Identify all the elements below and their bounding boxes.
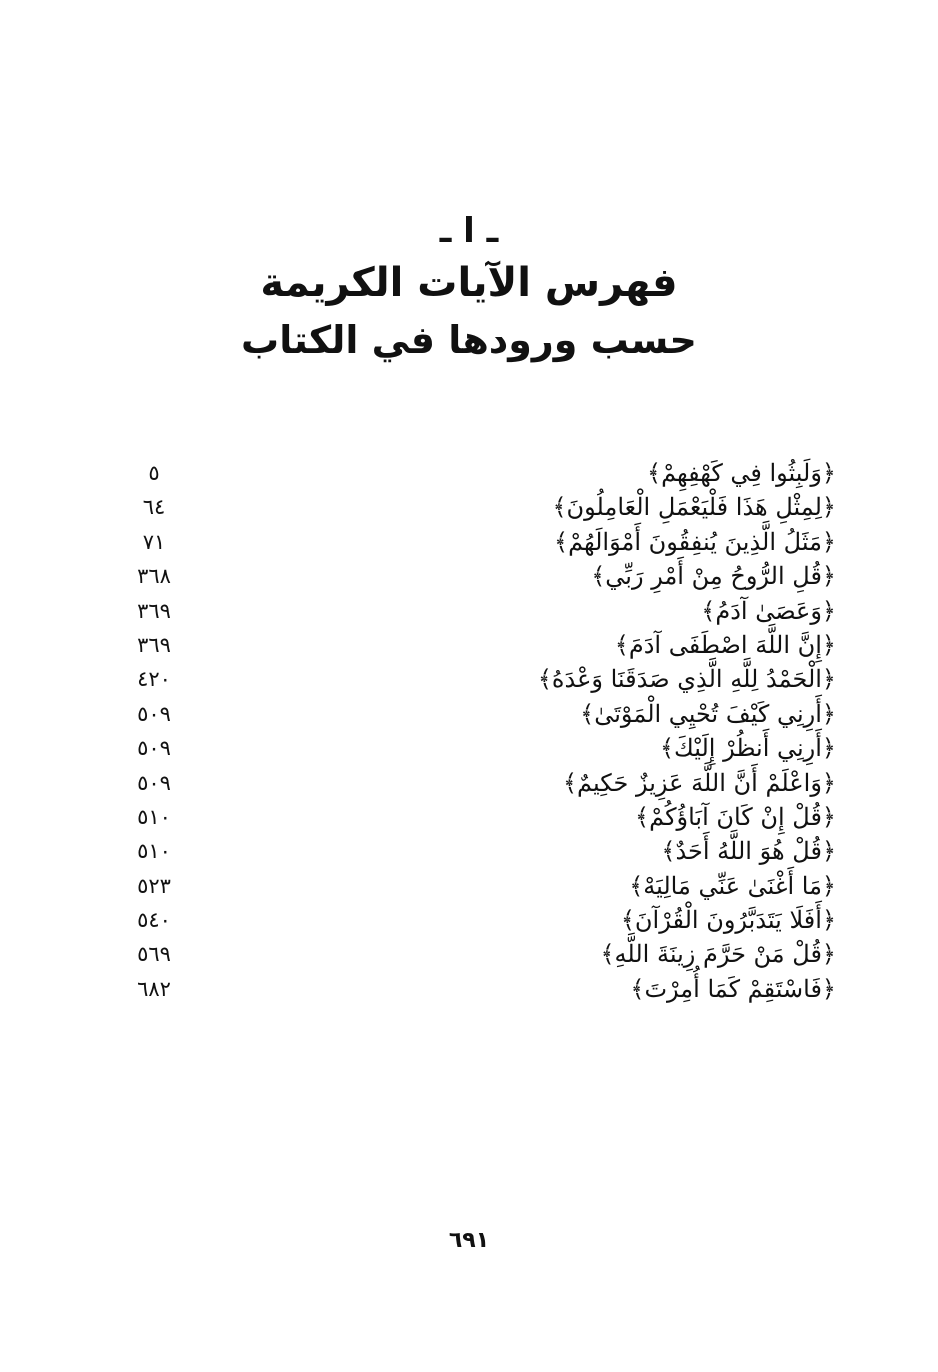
index-row [130,800,836,834]
index-row [130,903,836,937]
index-row [130,766,836,800]
page-reference: ٥٤٠ [137,908,171,933]
page-reference: ٥٠٩ [137,736,171,761]
verse-text: ﴿وَاعْلَمْ أَنَّ اللَّهَ عَزِيزٌ حَكِيمٌ﴾ [562,768,836,797]
verse-text: ﴿مَثَلُ الَّذِينَ يُنفِقُونَ أَمْوَالَهُمْ﴾ [554,527,836,556]
index-row [130,834,836,868]
index-row [130,628,836,662]
index-row [130,559,836,593]
verse-text: ﴿لِمِثْلِ هَذَا فَلْيَعْمَلِ الْعَامِلُونَ﴾ [552,493,836,522]
page-reference: ٣٦٩ [137,598,171,623]
page-reference: ٦٨٢ [137,976,171,1001]
verse-text: ﴿وَلَبِثُوا فِي كَهْفِهِمْ﴾ [647,459,836,487]
page-reference: ٥ [148,461,160,485]
verse-index-list [130,456,836,1006]
index-row [130,525,836,559]
verse-text: ﴿قُلْ هُوَ اللَّهُ أَحَدٌ﴾ [661,837,836,866]
verse-text: ﴿قُلِ الرُّوحُ مِنْ أَمْرِ رَبِّي﴾ [591,562,836,591]
verse-text: ﴿قُلْ إِنْ كَانَ آبَاؤُكُمْ﴾ [635,802,836,831]
verse-text: ﴿إِنَّ اللَّهَ اصْطَفَى آدَمَ﴾ [614,630,836,659]
verse-text: ﴿وَعَصَىٰ آدَمُ﴾ [701,596,836,625]
verse-text: ﴿فَاسْتَقِمْ كَمَا أُمِرْتَ﴾ [630,974,836,1003]
verse-text: ﴿الْحَمْدُ لِلَّهِ الَّذِي صَدَقَنَا وَعْدَهُ﴾ [537,665,836,694]
index-row [130,972,836,1006]
index-row [130,490,836,524]
index-row [130,456,836,490]
page-reference: ٥٢٣ [137,873,171,898]
page-reference: ٣٦٩ [137,632,171,657]
page-number: ٦٩١ [448,1228,490,1253]
index-row [130,697,836,731]
page-reference: ٧١ [142,529,166,554]
section-marker: ـ ا ـ [439,211,499,251]
index-row [130,594,836,628]
index-row [130,869,836,903]
page-reference: ٥١٠ [137,804,171,829]
page-reference: ٣٦٨ [137,564,171,589]
index-row [130,937,836,971]
page-reference: ٤٢٠ [137,667,171,692]
verse-text: ﴿مَا أَغْنَىٰ عَنِّي مَالِيَهْ﴾ [629,871,836,900]
page-reference: ٦٤ [142,495,166,520]
verse-text: ﴿قُلْ مَنْ حَرَّمَ زِينَةَ اللَّهِ﴾ [600,940,836,969]
page-reference: ٥٦٩ [137,942,171,967]
page-subtitle: حسب ورودها في الكتاب [241,318,697,362]
page-reference: ٥١٠ [137,839,171,864]
verse-text: ﴿أَرِنِي كَيْفَ تُحْيِي الْمَوْتَىٰ﴾ [580,699,836,728]
page-title: فهرس الآيات الكريمة [260,260,678,306]
verse-text: ﴿أَفَلَا يَتَدَبَّرُونَ الْقُرْآنَ﴾ [620,906,836,935]
verse-text: ﴿أَرِنِي أَنظُرْ إِلَيْكَ﴾ [659,734,836,763]
page-reference: ٥٠٩ [137,770,171,795]
page-reference: ٥٠٩ [137,701,171,726]
index-row [130,662,836,696]
index-row [130,731,836,765]
